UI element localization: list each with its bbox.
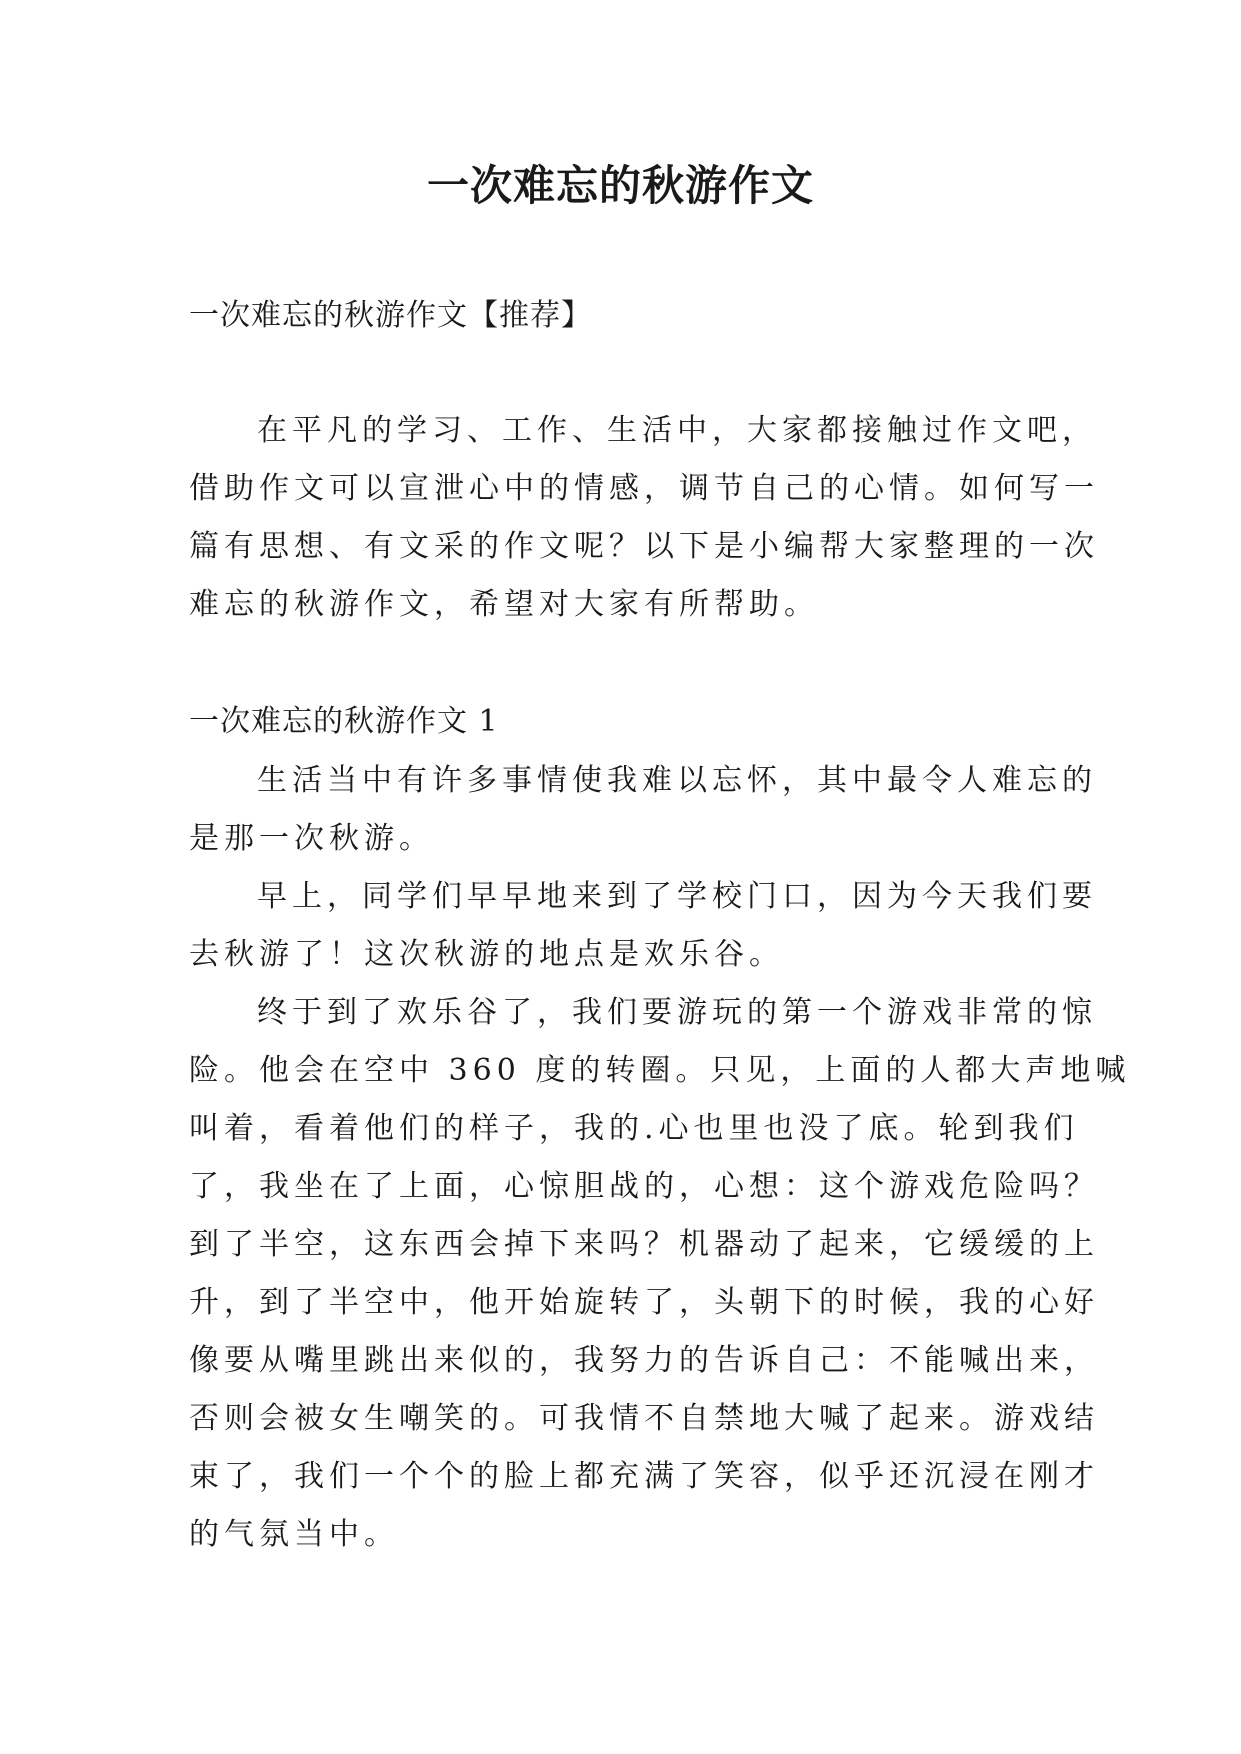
paragraph-line: 早上，同学们早早地来到了学校门口，因为今天我们要 [257,879,1097,914]
paragraph-line: 束了，我们一个个的脸上都充满了笑容，似乎还沉浸在刚才 [189,1459,1099,1494]
paragraph-line: 否则会被女生嘲笑的。可我情不自禁地大喊了起来。游戏结 [189,1401,1099,1436]
essay-paragraph-3 [189,984,1131,1564]
intro-paragraph [189,402,1099,634]
paragraph-line: 是那一次秋游。 [189,821,434,856]
paragraph-line: 升，到了半空中，他开始旋转了，头朝下的时候，我的心好 [189,1285,1099,1320]
paragraph-line: 险。他会在空中 360 度的转圈。只见，上面的人都大声地喊 [189,1053,1131,1088]
paragraph-line: 的气氛当中。 [189,1517,399,1552]
essay-paragraph-1 [189,752,1097,868]
paragraph-line: 像要从嘴里跳出来似的，我努力的告诉自己：不能喊出来， [189,1343,1099,1378]
paragraph-line: 难忘的秋游作文，希望对大家有所帮助。 [189,587,819,622]
paragraph-line: 终于到了欢乐谷了，我们要游玩的第一个游戏非常的惊 [257,995,1097,1030]
paragraph-line: 生活当中有许多事情使我难以忘怀，其中最令人难忘的 [257,763,1097,798]
paragraph-line: 在平凡的学习、工作、生活中，大家都接触过作文吧， [257,413,1097,448]
document-subtitle: 一次难忘的秋游作文【推荐】 [189,298,592,333]
essay-paragraph-2 [189,868,1097,984]
paragraph-line: 叫着，看着他们的样子，我的.心也里也没了底。轮到我们 [189,1111,1079,1146]
document-title: 一次难忘的秋游作文 [426,161,814,210]
paragraph-line: 借助作文可以宣泄心中的情感，调节自己的心情。如何写一 [189,471,1099,506]
paragraph-line: 篇有思想、有文采的作文呢？以下是小编帮大家整理的一次 [189,529,1099,564]
section-heading: 一次难忘的秋游作文 1 [189,704,499,739]
paragraph-line: 去秋游了！这次秋游的地点是欢乐谷。 [189,937,784,972]
paragraph-line: 了，我坐在了上面，心惊胆战的，心想：这个游戏危险吗？ [189,1169,1099,1204]
paragraph-line: 到了半空，这东西会掉下来吗？机器动了起来，它缓缓的上 [189,1227,1099,1262]
